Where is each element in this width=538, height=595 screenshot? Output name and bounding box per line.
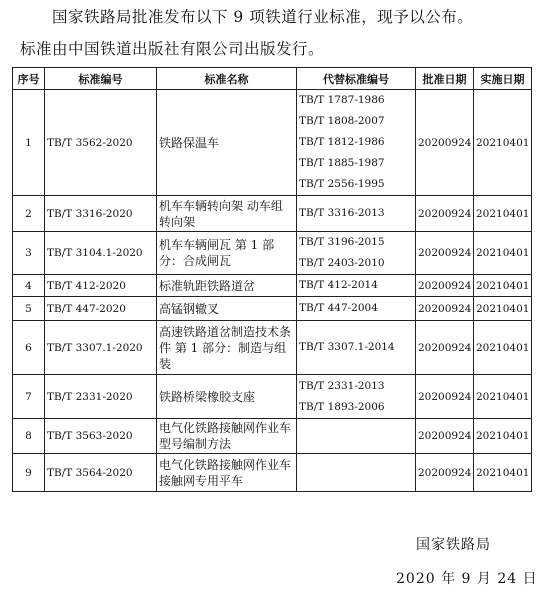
standard-name: 电气化铁路接触网作业车 接触网专用平车 [157, 454, 297, 492]
header-approved: 批准日期 [416, 68, 474, 90]
table-row [13, 275, 532, 297]
approval-date: 20200924 [416, 232, 474, 275]
replaced-code: TB/T 3316-2013 [299, 207, 385, 219]
effective-date: 20210401 [474, 454, 532, 492]
replaced-standards [297, 196, 416, 232]
replaced-standards [297, 90, 416, 196]
approval-date: 20200924 [416, 321, 474, 375]
approval-date: 20200924 [416, 375, 474, 419]
row-number: 7 [13, 375, 45, 419]
replaced-code: TB/T 1885-1987 [299, 157, 385, 169]
table-row [13, 297, 532, 321]
table-row [13, 419, 532, 454]
replaced-standards [297, 454, 416, 492]
standard-name: 机车车辆闸瓦 第 1 部分：合成闸瓦 [157, 232, 297, 275]
effective-date: 20210401 [474, 275, 532, 297]
approval-date: 20200924 [416, 90, 474, 196]
replaced-code: TB/T 2331-2013 [299, 379, 385, 392]
table-row [13, 232, 532, 275]
issuing-authority: 国家铁路局 [416, 537, 491, 553]
header-code: 标准编号 [45, 68, 157, 90]
standard-code: TB/T 3307.1-2020 [45, 321, 157, 375]
standard-code: TB/T 412-2020 [45, 275, 157, 297]
replaced-code: TB/T 3307.1-2014 [299, 341, 395, 353]
effective-date: 20210401 [474, 375, 532, 419]
standard-name: 标准轨距铁路道岔 [157, 275, 297, 297]
replaced-standards [297, 375, 416, 419]
effective-date: 20210401 [474, 321, 532, 375]
row-number: 5 [13, 297, 45, 321]
approval-date: 20200924 [416, 297, 474, 321]
approval-date: 20200924 [416, 275, 474, 297]
standard-name: 电气化铁路接触网作业车 型号编制方法 [157, 419, 297, 454]
header-replaces: 代替标准编号 [297, 68, 416, 90]
effective-date: 20210401 [474, 196, 532, 232]
standard-code: TB/T 3562-2020 [45, 90, 157, 196]
replaced-code: TB/T 412-2014 [299, 279, 378, 291]
standard-code: TB/T 3104.1-2020 [45, 232, 157, 275]
replaced-standards [297, 321, 416, 375]
replaced-standards [297, 232, 416, 275]
header-seq: 序号 [13, 68, 45, 90]
row-number: 9 [13, 454, 45, 492]
replaced-code: TB/T 3196-2015 [299, 236, 385, 248]
replaced-code: TB/T 1812-1986 [299, 136, 385, 148]
approval-date: 20200924 [416, 454, 474, 492]
issue-date: 2020 年 9 月 24 日 [396, 571, 538, 587]
row-number: 1 [13, 90, 45, 196]
standard-code: TB/T 2331-2020 [45, 375, 157, 419]
effective-date: 20210401 [474, 232, 532, 275]
replaced-standards [297, 275, 416, 297]
table-row [13, 375, 532, 419]
replaced-code: TB/T 2556-1995 [299, 178, 385, 190]
approval-date: 20200924 [416, 419, 474, 454]
row-number: 6 [13, 321, 45, 375]
table-row [13, 90, 532, 196]
standard-code: TB/T 447-2020 [45, 297, 157, 321]
standards-table [12, 67, 532, 492]
effective-date: 20210401 [474, 419, 532, 454]
effective-date: 20210401 [474, 90, 532, 196]
row-number: 8 [13, 419, 45, 454]
row-number: 4 [13, 275, 45, 297]
replaced-code: TB/T 1808-2007 [299, 115, 385, 127]
standard-code: TB/T 3316-2020 [45, 196, 157, 232]
header-effective: 实施日期 [474, 68, 532, 90]
standard-name: 铁路桥梁橡胶支座 [157, 375, 297, 419]
replaced-standards [297, 419, 416, 454]
approval-date: 20200924 [416, 196, 474, 232]
standard-code: TB/T 3564-2020 [45, 454, 157, 492]
table-row [13, 454, 532, 492]
replaced-standards [297, 297, 416, 321]
standard-name: 高锰钢辙叉 [157, 297, 297, 321]
table-header-row [13, 68, 532, 90]
intro-line-1: 国家铁路局批准发布以下 9 项铁道行业标准，现予以公布。 [52, 8, 474, 26]
replaced-code: TB/T 1787-1986 [299, 94, 385, 106]
standard-name: 高速铁路道岔制造技术条件 第 1 部分：制造与组装 [157, 321, 297, 375]
effective-date: 20210401 [474, 297, 532, 321]
standard-name: 铁路保温车 [157, 90, 297, 196]
row-number: 2 [13, 196, 45, 232]
intro-line-2: 标准由中国铁道出版社有限公司出版发行。 [20, 40, 325, 58]
replaced-code: TB/T 447-2004 [299, 302, 378, 314]
standard-name: 机车车辆转向架 动车组转向架 [157, 196, 297, 232]
header-name: 标准名称 [157, 68, 297, 90]
table-row [13, 321, 532, 375]
table-row [13, 196, 532, 232]
row-number: 3 [13, 232, 45, 275]
replaced-code: TB/T 2403-2010 [299, 257, 385, 269]
standard-code: TB/T 3563-2020 [45, 419, 157, 454]
replaced-code: TB/T 1893-2006 [299, 400, 385, 413]
